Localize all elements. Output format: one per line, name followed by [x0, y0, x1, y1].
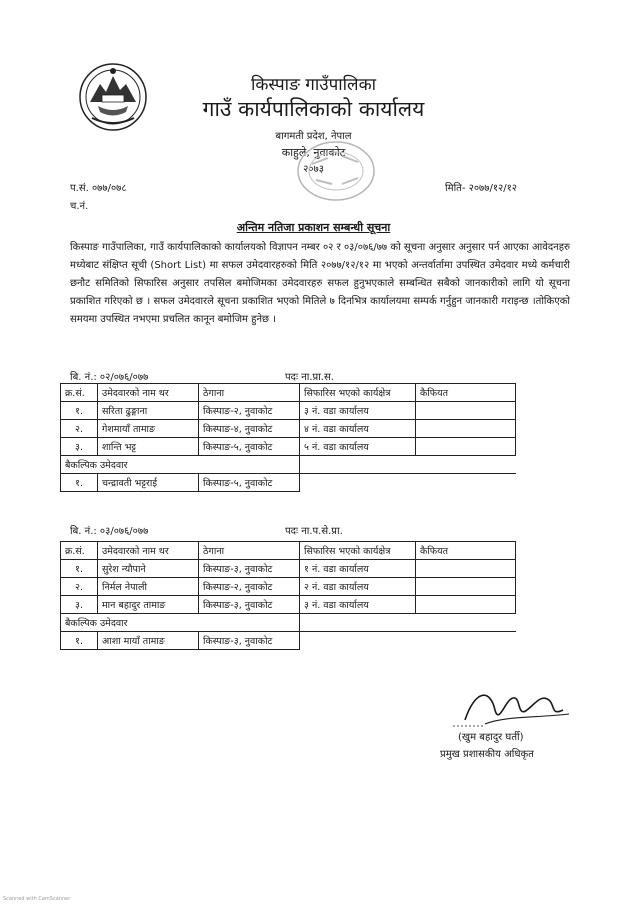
dispatch-number: च.नं.: [70, 201, 89, 212]
table-row: [61, 402, 516, 420]
candidate-address: किस्पाङ-३, नुवाकोट: [199, 560, 300, 578]
column-header: क्र.सं.: [61, 384, 98, 402]
alternate-candidate-label: बैकल्पिक उमेदवार: [61, 456, 300, 474]
recommended-workplace: ३ नं. वडा कार्यालय: [300, 596, 416, 614]
letter-reference-number: प.सं. ०७७/०७८: [70, 183, 127, 194]
candidate-name: शान्ति भट्ट: [98, 438, 199, 456]
candidate-name: निर्मल नेपाली: [98, 578, 199, 596]
candidate-address: किस्पाङ-२, नुवाकोट: [199, 578, 300, 596]
candidate-name: सुरेश न्यौपाने: [98, 560, 199, 578]
section-1-advert-number: बि. नं.: ०२/०७६/०७७: [70, 372, 149, 383]
province: बागमती प्रदेश, नेपाल: [275, 131, 352, 142]
table-header-row: [61, 542, 516, 560]
letter-date: मिति- २०७७/१२/१२: [445, 183, 517, 194]
candidate-name: सरिता ढुङ्गाना: [98, 402, 199, 420]
table-row: [61, 560, 516, 578]
candidate-address: किस्पाङ-२, नुवाकोट: [199, 402, 300, 420]
serial-number: २.: [61, 578, 98, 596]
candidate-name: गेशमायाँ तामाङ: [98, 420, 199, 438]
recommended-workplace: ५ नं. वडा कार्यालय: [300, 438, 416, 456]
notice-title: अन्तिम नतिजा प्रकाशन सम्बन्धी सूचना: [236, 221, 391, 234]
candidate-address: किस्पाङ-३, नुवाकोट: [199, 596, 300, 614]
scanner-watermark: Scanned with CamScanner: [3, 896, 71, 902]
alternate-candidate-label: बैकल्पिक उमेदवार: [61, 614, 300, 632]
serial-number: ३.: [61, 596, 98, 614]
table-row: [61, 578, 516, 596]
column-header: सिफारिस भएको कार्यक्षेत्र: [300, 384, 416, 402]
recommended-workplace: ३ नं. वडा कार्यालय: [300, 402, 416, 420]
column-header: कैफियत: [416, 542, 516, 560]
serial-number: २.: [61, 420, 98, 438]
section-1-results-table: [60, 383, 516, 492]
recommended-workplace: ४ नं. वडा कार्यालय: [300, 420, 416, 438]
serial-number: १.: [61, 402, 98, 420]
column-header: उमेदवारको नाम थर: [98, 542, 199, 560]
table-header-row: [61, 384, 516, 402]
remarks: [416, 402, 516, 420]
serial-number: ३.: [61, 438, 98, 456]
column-header: सिफारिस भएको कार्यक्षेत्र: [300, 542, 416, 560]
signature-icon: [445, 680, 575, 735]
column-header: ठेगाना: [199, 542, 300, 560]
signatory-name: (खुम बहादुर घर्ती): [458, 732, 524, 743]
table-row: [61, 420, 516, 438]
section-2-post: पदः ना.प.से.प्रा.: [285, 526, 343, 537]
recommended-workplace: २ नं. वडा कार्यालय: [300, 578, 416, 596]
notice-body: किस्पाङ गाउँपालिका, गाउँ कार्यपालिकाको कार्यालयको विज्ञापन नम्बर ०२ र ०३/०७६/७७ को सूचना अनुसार अनुसार पर्न आएका आवेदनहरु मध्येबाट संक्षिप्त सूची (Short List) मा सफल उमेदवारहरुको मिति २०७७/१२/१२ मा भएको अन्तर्वार्तामा उपस्थित उमेदवार मध्ये कर्मचारी छनौट समितिको सिफारिस अनुसार तपसिल बमोजिमका उमेदवारहरु सफल हुनुभएकाले सम्बन्धित सबैको जानकारीको लागि यो सूचना प्रकाशित गरिएको छ । सफल उमेदवारले सूचना प्रकाशित भएको मितिले ७ दिनभित्र कार्यालयमा सम्पर्क गर्नुहुन जानकारी गराइन्छ ।तोकिएको समयमा उपस्थित नभएमा प्रचलित कानून बमोजिम हुनेछ ।: [70, 242, 570, 325]
office-name: गाउँ कार्यपालिकाको कार्यालय: [202, 97, 425, 121]
candidate-address: किस्पाङ-३, नुवाकोट: [199, 632, 300, 650]
remarks: [416, 560, 516, 578]
alternate-label-row: [61, 456, 516, 474]
recommended-workplace: १ नं. वडा कार्यालय: [300, 560, 416, 578]
org-name: किस्पाङ गाउँपालिका: [250, 75, 377, 95]
column-header: ठेगाना: [199, 384, 300, 402]
candidate-address: किस्पाङ-५, नुवाकोट: [199, 474, 300, 492]
serial-number: १.: [61, 632, 98, 650]
alternate-row: [61, 474, 516, 492]
section-2-results-table: [60, 541, 516, 650]
candidate-address: किस्पाङ-४, नुवाकोट: [199, 420, 300, 438]
alternate-row: [61, 632, 516, 650]
serial-number: १.: [61, 560, 98, 578]
candidate-name: आशा मायाँ तामाङ: [98, 632, 199, 650]
established-year: २०७३: [303, 164, 324, 175]
candidate-name: मान बहादुर तामाङ: [98, 596, 199, 614]
office-stamp-icon: [292, 138, 380, 204]
remarks: [416, 578, 516, 596]
signatory-title: प्रमुख प्रशासकीय अधिकृत: [440, 749, 534, 760]
alternate-label-row: [61, 614, 516, 632]
remarks: [416, 596, 516, 614]
serial-number: १.: [61, 474, 98, 492]
location: काहुले, नुवाकोट: [281, 146, 346, 159]
column-header: उमेदवारको नाम थर: [98, 384, 199, 402]
candidate-address: किस्पाङ-५, नुवाकोट: [199, 438, 300, 456]
column-header: कैफियत: [416, 384, 516, 402]
remarks: [416, 420, 516, 438]
table-row: [61, 596, 516, 614]
table-row: [61, 438, 516, 456]
column-header: क्र.सं.: [61, 542, 98, 560]
candidate-name: चन्द्रावती भट्टराई: [98, 474, 199, 492]
section-1-post: पदः ना.प्रा.स.: [285, 372, 334, 383]
remarks: [416, 438, 516, 456]
section-2-advert-number: बि. नं.: ०३/०७६/०७७: [70, 526, 149, 537]
